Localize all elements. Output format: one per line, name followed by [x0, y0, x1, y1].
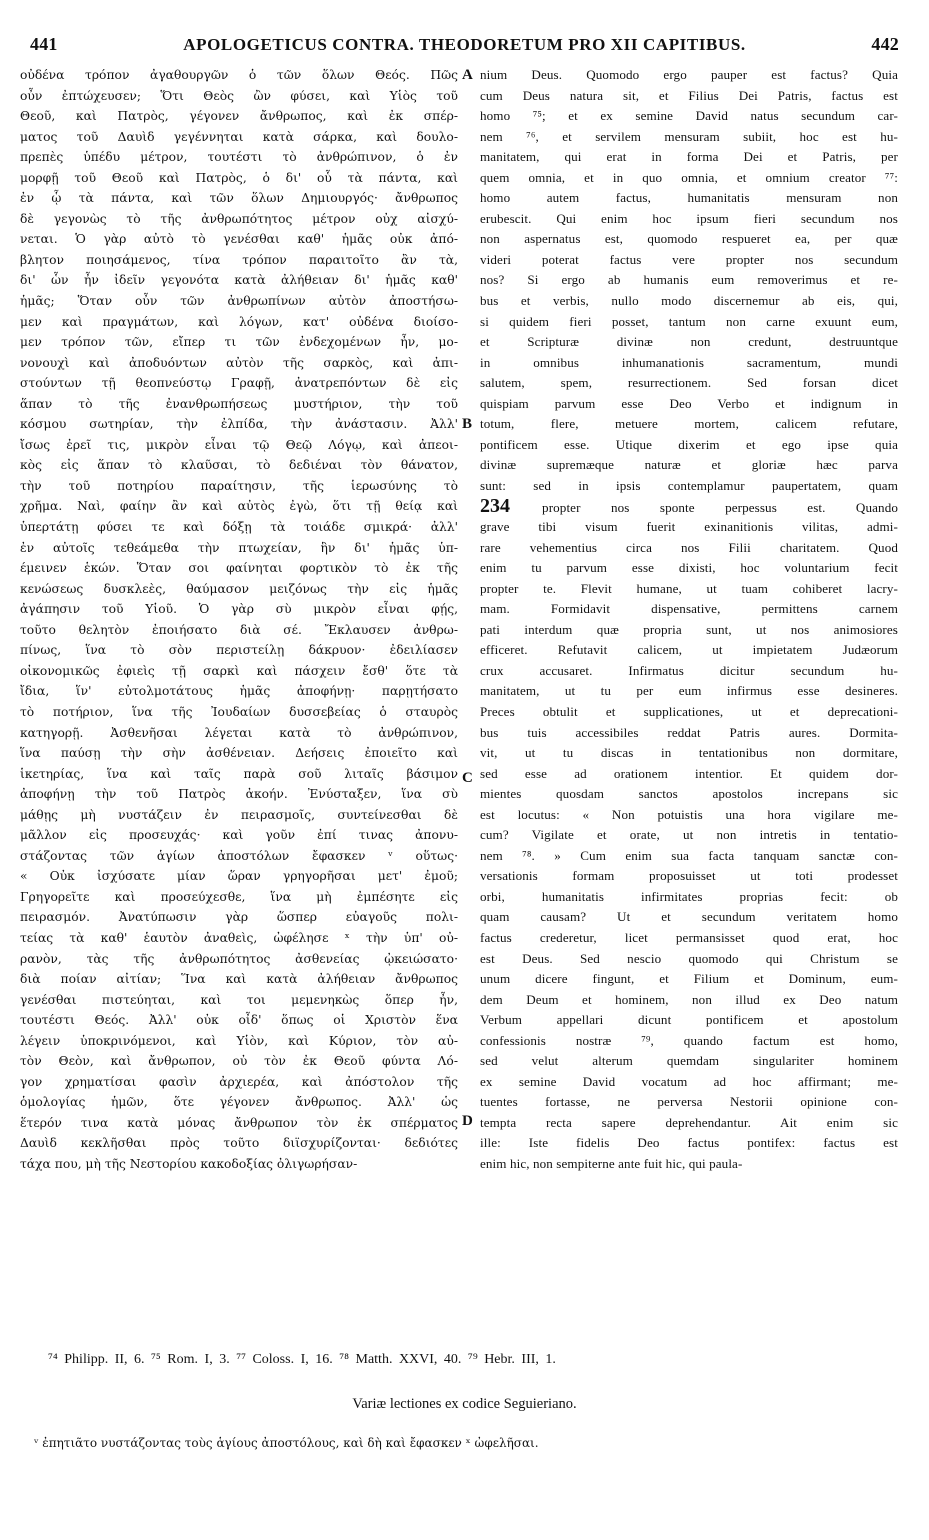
greek-text-line: τάχα που, μὴ τῆς Νεστορίου κακοδοξίας ὀλιγωρήσαν-: [20, 1156, 358, 1171]
latin-text-line: manitatem, qui erat in forma Dei et Patris, per: [480, 149, 898, 165]
greek-text-line: γενέσθαι πιστεύηται, καὶ τοι μεμενηκὼς ὅπερ ἦν,: [20, 992, 458, 1007]
latin-text-line: versationis formam proposuisset ut toti prodesset: [480, 868, 898, 884]
latin-text-line: confessionis nostræ ⁷⁹, quando factum est homo,: [480, 1032, 898, 1048]
greek-text-line: μᾶλλον εἰς προσευχάς· καὶ γοῦν ἐπί τινας ἀπονυ-: [20, 828, 458, 843]
latin-text-line: mientes quosdam sanctos apostolos increpans sic: [480, 786, 898, 802]
latin-text-line: quam causam? Ut et secundum veritatem homo: [480, 909, 898, 925]
greek-text-line: λέγειν ὑποκρινόμενοι, καὶ Υἱὸν, καὶ Κύριον, τὸν αὐ-: [20, 1033, 458, 1048]
greek-text-line: ἀποφήνῃ τὴν τοῦ Πατρὸς ἀκοήν. Ἐνύσταξεν, ἵνα σὺ: [20, 787, 458, 802]
latin-text-line: salutem, spem, resurrectionem. Sed forsan dicet: [480, 375, 898, 391]
latin-text-line: rare vehementius circa nos Filii charitatem. Quod: [480, 539, 898, 555]
latin-text-line: dem Deum et hominem, non illud ex Deo natum: [480, 991, 898, 1007]
latin-text-line: efficeret. Refutavit calicem, ut impietatem Judæorum: [480, 642, 898, 658]
latin-text-line: cum Deus natura sit, et Filius Dei Patris, factus est: [480, 87, 898, 103]
greek-text-line: Γρηγορεῖτε καὶ προσεύχεσθε, ἵνα μὴ ἐμπέσητε εἰς: [20, 889, 458, 904]
latin-text-line: homo ⁷⁵; et ex semine David natus secundum car-: [480, 108, 898, 124]
greek-text-line: κὸς εἰς ἅπαν τὸ κλαῦσαι, τὸ δεδιέναι τὸν θάνατον,: [20, 458, 458, 473]
latin-text-line: vit, ut tu discas in tentationibus non dormitare,: [480, 745, 898, 761]
latin-text-line: nem ⁷⁶, et servilem mensuram subiit, hoc est hu-: [480, 128, 898, 144]
greek-text-line: διὰ ποίαν αἰτίαν; Ἵνα καὶ κατὰ ἀλήθειαν ἄνθρωπος: [20, 972, 458, 987]
greek-text-line: βλητον ποιησάμενος, τίνα τρόπον παραιτοῖτο ἂν τὰ,: [20, 252, 458, 267]
greek-text-line: οὐδένα τρόπον ἀγαθουργῶν ὁ τῶν ὅλων Θεός. Πῶς: [20, 68, 458, 82]
greek-text-line: ματος τοῦ Δαυὶδ γεγέννηται κατὰ σάρκα, καὶ δουλο-: [20, 129, 458, 144]
latin-text-line: orbi, humanitatis infirmitates proprias fecit: ob: [480, 888, 898, 904]
latin-text-line: sed esse ad orationem intentior. Et quidem dor-: [480, 765, 898, 781]
greek-text-line: δὲ γεγονὼς τὸ τῆς ἀνθρωπότητος μέτρον οὐχ αἰσχύ-: [20, 211, 458, 226]
greek-text-line: ἐν αὐτοῖς τεθεάμεθα τὴν πτωχείαν, ἣν δι' ἡμᾶς ὑπ-: [20, 540, 458, 555]
latin-text-line: et Scripturæ divinæ non credunt, destruuntque: [480, 334, 898, 350]
greek-text-line: ρανὸν, τὰς τῆς ἀνθρωπότητος ἀσθενείας ᾠκειώσατο·: [20, 951, 458, 966]
greek-text-line: ἵνα παύσῃ τὴν σὴν ἀσθένειαν. Δεήσεις ἐποιεῖτο καὶ: [20, 746, 458, 761]
latin-text-line: quispiam parvum esse Deo Verbo et indignum in: [480, 395, 898, 411]
latin-text-line: pati interdum quæ propria sunt, ut nos animosiores: [480, 621, 898, 637]
greek-text-line: κατηγορῇ. Ἀσθενῆσαι λέγεται κατὰ τὸ ἀνθρώπινον,: [20, 725, 458, 740]
latin-text-line: nem ⁷⁸. » Cum enim sua facta tanquam sanctæ con-: [480, 847, 898, 863]
latin-text-line: nium Deus. Quomodo ergo pauper est factus? Quia: [480, 67, 898, 82]
running-header: [30, 34, 899, 60]
latin-text-line: divinæ supremæque naturæ et gloriæ hæc parva: [480, 457, 898, 473]
greek-text-line: ἕτερόν τινα κατὰ μόνας ἄνθρωπον τὸν ἐκ σπέρματος: [20, 1115, 458, 1130]
margin-marker-d: D: [462, 1113, 473, 1129]
latin-text-line: pontificem esse. Utique dixerim et ego ipse quia: [480, 436, 898, 452]
latin-text-line: erubescit. Qui enim hoc ipsum fieri secundum nos: [480, 210, 898, 226]
running-title: APOLOGETICUS CONTRA. THEODORETUM PRO XII CAPITIBUS.: [183, 35, 746, 54]
greek-text-line: ἡμᾶς; Ὅταν οὖν τῶν ἀνθρωπίνων αὐτὸν ἀποστήσω-: [20, 294, 458, 309]
greek-text-line: οὖν ἐπτώχευσεν; Ὅτι Θεὸς ὢν φύσει, καὶ Υἱὸς τοῦ: [20, 88, 458, 103]
greek-text-line: ἅπαν τὸ τῆς ἐνανθρωπήσεως μυστήριον, τὴν τοῦ: [20, 396, 458, 411]
margin-marker-b: B: [462, 416, 473, 432]
footnotes: ⁷⁴ Philipp. II, 6. ⁷⁵ Rom. I, 3. ⁷⁷ Coloss. I, 16. ⁷⁸ Matth. XXVI, 40. ⁷⁹ Hebr. III, 1.: [48, 1352, 556, 1367]
latin-text-line: mam. Formidavit dispensative, permittens carnem: [480, 601, 898, 617]
latin-text-line: propter te. Flevit humane, ut tuam cohiberet lacry-: [480, 580, 898, 596]
latin-text-line: totum, flere, metuere mortem, calicem refutare,: [480, 416, 898, 432]
latin-text-line: sed velut alterum quemdam singulariter hominem: [480, 1053, 898, 1069]
greek-text-line: έμεινεν ἑκών. Ὅταν σοι φαίνηται φορτικὸν τὸ ἐκ τῆς: [20, 561, 458, 576]
latin-text-line: bus et verbis, nullo modo discernemur ab eis, qui,: [480, 293, 898, 309]
latin-text-line: 234 propter nos sponte perpessus est. Quando: [480, 496, 898, 518]
greek-text-line: μεν καὶ πραγμάτων, καὶ λόγων, κατ' οὐδένα διοίσο-: [20, 314, 458, 329]
greek-text-line: νεται. Ὁ γὰρ αὐτὸ τὸ γενέσθαι καθ' ἡμᾶς οὐκ ἀπό-: [20, 232, 458, 247]
greek-text-line: ἱκετηρίας, ἵνα καὶ ταῖς παρὰ σοῦ λιταῖς βάσιμον: [20, 766, 458, 781]
latin-text-line: tuentes fortasse, ne perversa Nestorii opinione con-: [480, 1094, 898, 1110]
variants-heading: Variæ lectiones ex codice Seguieriano.: [352, 1396, 577, 1412]
latin-text-line: est locutus: « Non potuistis una hora vigilare me-: [480, 806, 898, 822]
latin-text-line: enim tu parvum esse dixisti, hoc voluntarium fecit: [480, 560, 898, 576]
greek-text-line: τείας τὰ καθ' ἑαυτὸν ἀναθεὶς, ὠφέλησε ˣ τὴν ὑπ' οὐ-: [20, 930, 458, 945]
latin-text-line: crux accusaret. Infirmatus dicitur secundum hu-: [480, 662, 898, 678]
latin-text-line: factus crederetur, licet permansisset quod erat, hoc: [480, 929, 898, 945]
greek-text-line: ὁμολογίας ἡμῶν, ὅτε γέγονεν ἄνθρωπος. Ἀλλ' ὡς: [20, 1095, 458, 1110]
latin-column: [480, 65, 898, 1350]
greek-text-line: στάζοντας τῶν ἁγίων ἀποστόλων ἔφασκεν ᵛ οὕτως·: [20, 848, 458, 863]
latin-text-line: grave tibi visum fuerit exinanitionis vilitas, admi-: [480, 519, 898, 535]
latin-text-line: manitatem, ut tu per eum infirmus esse desineres.: [480, 683, 898, 699]
latin-text-line: homo autem factus, humanitatis mensuram non: [480, 190, 898, 206]
greek-text-line: ὑπερτάτῃ φύσει τε καὶ δόξῃ τὰ τοιάδε σμικρά· ἀλλ': [20, 520, 458, 535]
variant-readings: ᵛ ἐπητιᾶτο νυστάζοντας τοὺς ἁγίους ἀποστόλους, καὶ δὴ καὶ ἔφασκεν ˣ ὠφελῆσαι.: [34, 1436, 539, 1450]
latin-text-line: quem omnia, et in quo omnia, et omnium creator ⁷⁷:: [480, 169, 898, 185]
greek-text-line: μεν τρόπον τῶν, εἴπερ τι τῶν ἐνδεχομένων ἦν, μο-: [20, 335, 458, 350]
right-page-number: 442: [871, 34, 899, 54]
greek-text-line: τουτέστι Θεός. Ἀλλ' οὐκ οἶδ' ὅπως οἱ Χριστὸν ἕνα: [20, 1013, 458, 1028]
greek-text-line: μορφῇ τοῦ Θεοῦ καὶ Πατρὸς, ὁ δι' οὗ τὰ πάντα, καὶ: [20, 170, 458, 185]
greek-text-line: πρεπὲς ὑπέδυ μέτρον, τουτέστι τὸ ἀνθρώπινον, ὁ ἐν: [20, 150, 458, 165]
greek-text-line: γον χρηματίσαι φασὶν ἀρχιερέα, καὶ ἀπόστολον τῆς: [20, 1074, 458, 1089]
greek-text-line: ἀγάπησιν τοῦ Υἱοῦ. Ὁ γὰρ σὺ μικρὸν εἶναι φῄς,: [20, 602, 458, 617]
latin-text-line: bus tuis accessibiles reddat Patris aures. Dormita-: [480, 724, 898, 740]
left-page-number: 441: [30, 34, 58, 54]
latin-text-line: unum dicere fingunt, et Filium et Dominum, eum-: [480, 971, 898, 987]
latin-text-line: Preces obtulit et supplicationes, ut et deprecationi-: [480, 703, 898, 719]
greek-text-line: Θεοῦ, καὶ Πατρὸς, γέγονεν ἄνθρωπος, καὶ ἐκ σπέρ-: [20, 109, 458, 124]
latin-text-line: est Deus. Sed nescio quomodo qui Christum se: [480, 950, 898, 966]
greek-text-line: τὸν Θεὸν, καὶ ἄνθρωπον, οὐ τὸν ἐκ Θεοῦ φύντα Λό-: [20, 1054, 458, 1069]
greek-text-line: νονουχὶ καὶ ἀποδυόντων αὐτὸν τῆς σαρκὸς, καὶ ἀπι-: [20, 355, 458, 370]
greek-text-line: πίνως, ἵνα τὸ σὸν περιστείλῃ δάκρυον· ἐδειλίασεν: [20, 643, 458, 658]
latin-text-line: non aspernatus est, quomodo respueret ea, per quæ: [480, 231, 898, 247]
inline-page-number: 234: [480, 496, 543, 518]
latin-text-line: ille: Iste fidelis Deo factus pontifex: factus est: [480, 1135, 898, 1151]
greek-text-line: « Οὐκ ἰσχύσατε μίαν ὥραν γρηγορῆσαι μετ' ἐμοῦ;: [20, 869, 458, 884]
latin-text-line: enim hic, non sempiterne ante fuit hic, qui paula-: [480, 1155, 743, 1171]
latin-text-line: sunt: sed in ipsis contemplamur paupertatem, quam: [480, 477, 898, 493]
greek-text-line: κόσμου σωτηρίαν, τὴν ἐλπίδα, τὴν ἀνάστασιν. Ἀλλ': [20, 417, 458, 432]
latin-text-line: videri poterat factus vere propter nos secundum: [480, 251, 898, 267]
latin-text-line: nos? Si ergo ab humanis eum removerimus et re-: [480, 272, 898, 288]
greek-text-line: μάθῃς μὴ νυστάζειν ἐν πειρασμοῖς, συντείνεσθαι δὲ: [20, 807, 458, 822]
latin-text-line: in omnibus inhumanationis sacramentum, mundi: [480, 354, 898, 370]
greek-text-line: κενώσεως δυσκλεὲς, θαύμασον μειζόνως τὴν εἰς ἡμᾶς: [20, 581, 458, 596]
latin-text-line: si quidem fieri posset, tantum non carne exuunt eum,: [480, 313, 898, 329]
greek-text-line: δι' ὧν ἦν ἰδεῖν γεγονότα κατὰ ἀλήθειαν δι' ἡμᾶς καθ': [20, 273, 458, 288]
latin-text-line: cum? Vigilate et orate, ut non intretis in tentatio-: [480, 827, 898, 843]
greek-text-line: τοῦτο θελητὸν ἐποιήσατο διὰ σέ. Ἔκλαυσεν ἀνθρω-: [20, 622, 458, 637]
latin-text-line: Verbum appellari dicunt pontificem et apostolum: [480, 1012, 898, 1028]
greek-text-line: τὴν τοῦ ποτηρίου παραίτησιν, τῆς ἱερωσύνης τὸ: [20, 478, 458, 493]
greek-text-line: ἴσως ἐρεῖ τις, μικρὸν εἶναι τῷ Θεῷ Λόγῳ, καὶ ἀπεοι-: [20, 437, 458, 452]
greek-text-line: στούντων τῇ θεοπνεύστῳ Γραφῇ, ἀνατρεπόντων δὲ εἰς: [20, 376, 458, 391]
margin-marker-c: C: [462, 770, 473, 786]
latin-text-line: tempta recta sapere deprehendantur. Ait enim sic: [480, 1114, 898, 1130]
greek-text-line: πειρασμόν. Ἀνατύπωσιν γὰρ ὥσπερ εὐαγοῦς πολι-: [20, 910, 458, 925]
greek-text-line: τὸ ποτήριον, ἵνα τῆς Ἰουδαίων δυσσεβείας ὁ σταυρὸς: [20, 704, 458, 719]
margin-marker-a: A: [462, 67, 473, 83]
greek-text-line: Δαυὶδ κεκλῆσθαι πρὸς τοῦτο διϊσχυρίζονται· δεδιότες: [20, 1136, 458, 1151]
greek-text-line: ἴδια, ἵν' εὐτολμοτάτους ἡμᾶς ἀποφήνῃ· παρῃτήσατο: [20, 684, 458, 699]
greek-text-line: οἰκονομικῶς ἐφιεὶς τῇ σαρκὶ καὶ πάσχειν ἔσθ' ὅτε τὰ: [20, 663, 458, 678]
greek-column: [20, 65, 458, 1350]
latin-text-line: ex semine David vocatum ad hoc affirmant; me-: [480, 1073, 898, 1089]
greek-text-line: ἐν ᾧ τὰ πάντα, καὶ τῶν ὅλων Δημιουργός· ἄνθρωπος: [20, 191, 458, 206]
greek-text-line: χρῆμα. Ναὶ, φαίην ἂν καὶ αὐτὸς ἐγὼ, ὅτι τῇ θείᾳ καὶ: [20, 499, 458, 514]
